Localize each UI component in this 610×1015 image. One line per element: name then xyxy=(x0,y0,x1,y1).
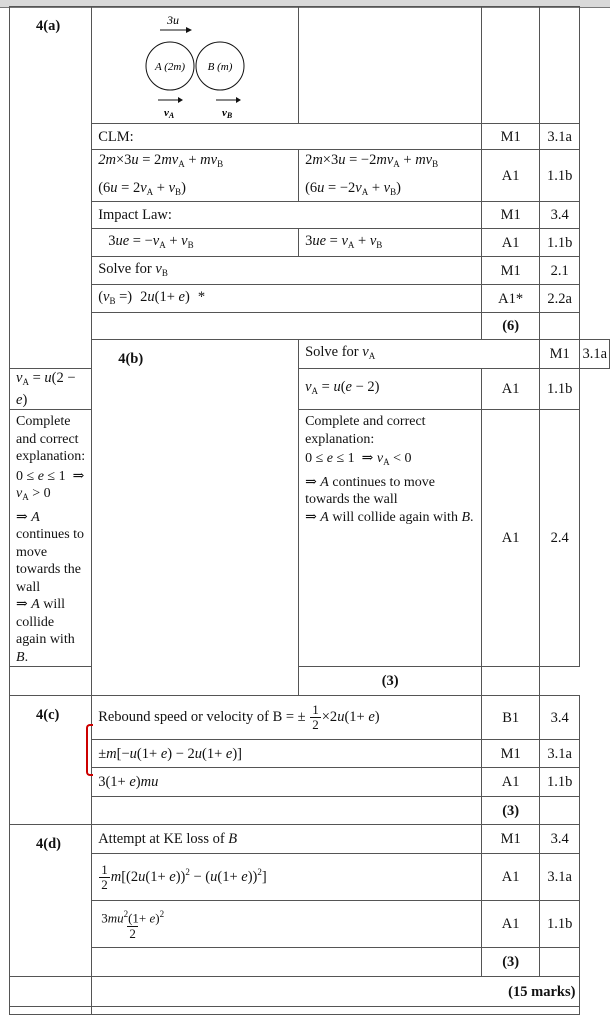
mark-4b-3: A1 xyxy=(482,410,540,667)
ao-4b-3: 2.4 xyxy=(539,410,579,667)
impulse-result: 3(1+ e)mu xyxy=(92,768,482,797)
mark-4c-1: B1 xyxy=(482,696,540,740)
ao-cell xyxy=(539,7,579,124)
collision-diagram xyxy=(92,8,297,123)
impact-law-left: $3ue = -v_A + v_B$ xyxy=(92,229,299,257)
mark-scheme-table xyxy=(9,6,610,1015)
grand-total: (15 marks) xyxy=(92,977,580,1007)
mark-4a-1: M1 xyxy=(482,124,540,150)
mark-4c-2: M1 xyxy=(482,740,540,768)
total-4d: (3) xyxy=(482,948,540,977)
momentum-change: ±m[−u(1+ e) − 2u(1+ e)] xyxy=(92,740,482,768)
impact-law-label: Impact Law: xyxy=(92,202,482,229)
annotation-bracket xyxy=(86,724,93,776)
mark-4a-4: A1 xyxy=(482,229,540,257)
ke-loss-label: Attempt at KE loss of B xyxy=(92,825,482,854)
vb-result: ($v_B$ =) 2u(1+ e) * xyxy=(92,285,482,313)
ao-4a-5: 2.1 xyxy=(539,257,579,285)
collision-diagram-cell xyxy=(92,7,299,124)
mark-4a-2: A1 xyxy=(482,150,540,202)
question-number-4b: 4(b) xyxy=(92,340,299,696)
ke-loss-expression: $\frac{1}{2}$ $m[(2u(1+ e))^2 - (u(1+ e))^2]$ xyxy=(92,854,482,901)
empty-cell xyxy=(92,1007,580,1015)
mark-4a-3: M1 xyxy=(482,202,540,229)
total-4b: (3) xyxy=(299,667,482,696)
total-row-spacer xyxy=(92,313,482,340)
ball-a-label: A (2m) xyxy=(155,60,186,73)
va-right: $v_A = u(e - 2)$ xyxy=(299,369,482,410)
empty-cell xyxy=(299,7,482,124)
mark-4c-3: A1 xyxy=(482,768,540,797)
rebound-text: Rebound speed or velocity of B = ± xyxy=(98,708,306,725)
question-number-4d: 4(d) xyxy=(10,825,92,977)
ao-4a-1: 3.1a xyxy=(539,124,579,150)
ke-result-fraction: $\frac{3mu^2(1+ e)^2}{2}$ xyxy=(101,909,165,941)
ao-empty xyxy=(539,948,579,977)
half-fraction: $\frac{1}{2}$ xyxy=(101,861,108,892)
ao-4c-3: 1.1b xyxy=(539,768,579,797)
va-label: vA xyxy=(164,106,175,120)
explanation-right: Complete and correct explanation: 0 ≤ e ≤ 1 ⇒ $v_A < 0$ ⇒ A continues to move towards the wall ⇒ A will collide again with B. xyxy=(299,410,482,667)
top-velocity-label: 3u xyxy=(167,12,180,27)
rebound-speed: Rebound speed or velocity of B = ± $\frac{1}{2}$ ×2u(1+ e) xyxy=(92,696,482,740)
ao-empty xyxy=(482,667,540,696)
ao-4a-3: 3.4 xyxy=(539,202,579,229)
question-number-4a: 4(a) xyxy=(10,7,92,369)
total-4c: (3) xyxy=(482,797,540,825)
ao-4b-1: 3.1a xyxy=(580,340,610,369)
question-number-4c: 4(c) xyxy=(10,696,92,825)
solve-va-label: Solve for $v_A$ xyxy=(299,340,540,369)
ao-4d-2: 3.1a xyxy=(539,854,579,901)
total-row-spacer xyxy=(10,667,299,696)
mark-4d-3: A1 xyxy=(482,901,540,948)
va-left: $v_A = u(2 - e)$ xyxy=(10,369,92,410)
empty-cell xyxy=(10,1007,92,1015)
ao-4b-2: 1.1b xyxy=(539,369,579,410)
vb-arrowhead xyxy=(236,97,241,103)
explanation-title: Complete and correct explanation: xyxy=(16,414,86,464)
explanation-title: Complete and correct explanation: xyxy=(305,414,426,447)
ball-b-label: B (m) xyxy=(207,60,233,73)
mark-4a-6: A1* xyxy=(482,285,540,313)
total-row-spacer xyxy=(92,948,482,977)
ao-4d-1: 3.4 xyxy=(539,825,579,854)
total-row-spacer xyxy=(92,797,482,825)
ao-empty xyxy=(539,797,579,825)
ao-4c-2: 3.1a xyxy=(539,740,579,768)
ao-4a-6: 2.2a xyxy=(539,285,579,313)
top-velocity-arrowhead xyxy=(186,27,192,33)
mark-4b-2: A1 xyxy=(482,369,540,410)
impact-law-right: $3ue = v_A + v_B$ xyxy=(299,229,482,257)
vb-label: vB xyxy=(222,106,233,120)
ao-4d-3: 1.1b xyxy=(539,901,579,948)
va-arrowhead xyxy=(178,97,183,103)
ao-4a-2: 1.1b xyxy=(539,150,579,202)
empty-cell xyxy=(10,977,92,1007)
total-4a: (6) xyxy=(482,313,540,340)
mark-cell xyxy=(482,7,540,124)
mark-4a-5: M1 xyxy=(482,257,540,285)
mark-4b-1: M1 xyxy=(539,340,579,369)
clm-label: CLM: xyxy=(92,124,482,150)
ao-empty xyxy=(539,313,579,340)
clm-equation-right: $2m\times 3u = -2mv_A + mv_B$ $(6u = -2v_A + v_B)$ xyxy=(299,150,482,202)
mark-4d-1: M1 xyxy=(482,825,540,854)
half-fraction: $\frac{1}{2}$ xyxy=(312,702,319,732)
solve-vb-label: Solve for $v_B$ xyxy=(92,257,482,285)
ao-4a-4: 1.1b xyxy=(539,229,579,257)
mark-4d-2: A1 xyxy=(482,854,540,901)
explanation-left: Complete and correct explanation: 0 ≤ e ≤ 1 ⇒ $v_A > 0$ ⇒ A continues to move towards the wall ⇒ A will collide again with B. xyxy=(10,410,92,667)
ke-loss-result xyxy=(92,901,482,948)
clm-equation-left: $2m\times 3u = 2mv_A + mv_B$ $(6u = 2v_A + v_B)$ xyxy=(92,150,299,202)
ao-4c-1: 3.4 xyxy=(539,696,579,740)
